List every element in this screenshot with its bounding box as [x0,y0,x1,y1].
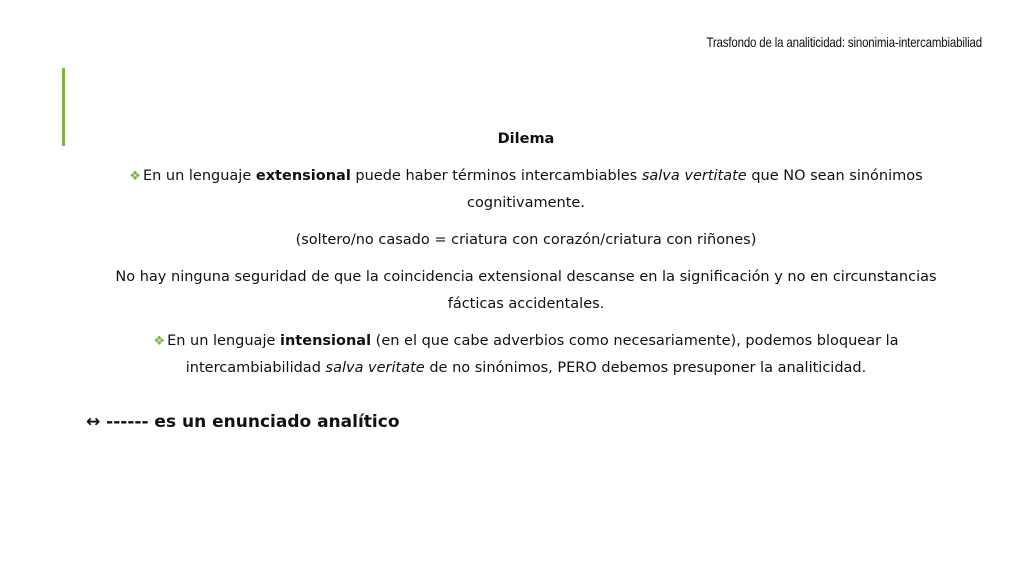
bullet1-text-1: En un lenguaje [142,168,256,184]
diamond-bullet-icon: ❖ [129,169,141,184]
diamond-bullet-icon: ❖ [153,334,166,349]
accent-bar [62,68,65,146]
bullet2-text-3: de no sinónimos, PERO debemos presuponer la analiticidad. [424,360,867,376]
bullet1-text-3: que NO sean sinónimos cognitivamente. [467,168,923,211]
bullet1-bold: extensional [255,168,351,184]
bullet-extensional [86,163,966,217]
bullet2-italic: salva veritate [325,360,425,376]
bullet2-text-1: En un lenguaje [167,333,281,349]
statement-paragraph: No hay ninguna seguridad de que la coincidencia extensional descanse en la significación y no en circunstancias fácticas accidentales. [115,269,937,312]
bullet1-italic: salva vertitate [641,168,747,184]
slide-title: Trasfondo de la analiticidad: sinonimia-intercambiabiliad [706,34,982,50]
bullet2-bold: intensional [280,333,372,349]
analytic-statement-line: ↔ ------ es un enunciado analítico [86,412,400,432]
slide-content [86,126,966,392]
example-line: (soltero/no casado = criatura con corazón/criatura con riñones) [295,232,757,248]
bullet2-text-2: (en el que cabe adverbios como necesariamente), podemos bloquear la intercambiabilidad [185,333,899,376]
dilema-heading: Dilema [497,131,555,147]
bullet-intensional [86,328,966,382]
bullet1-text-2: puede haber términos intercambiables [350,168,642,184]
